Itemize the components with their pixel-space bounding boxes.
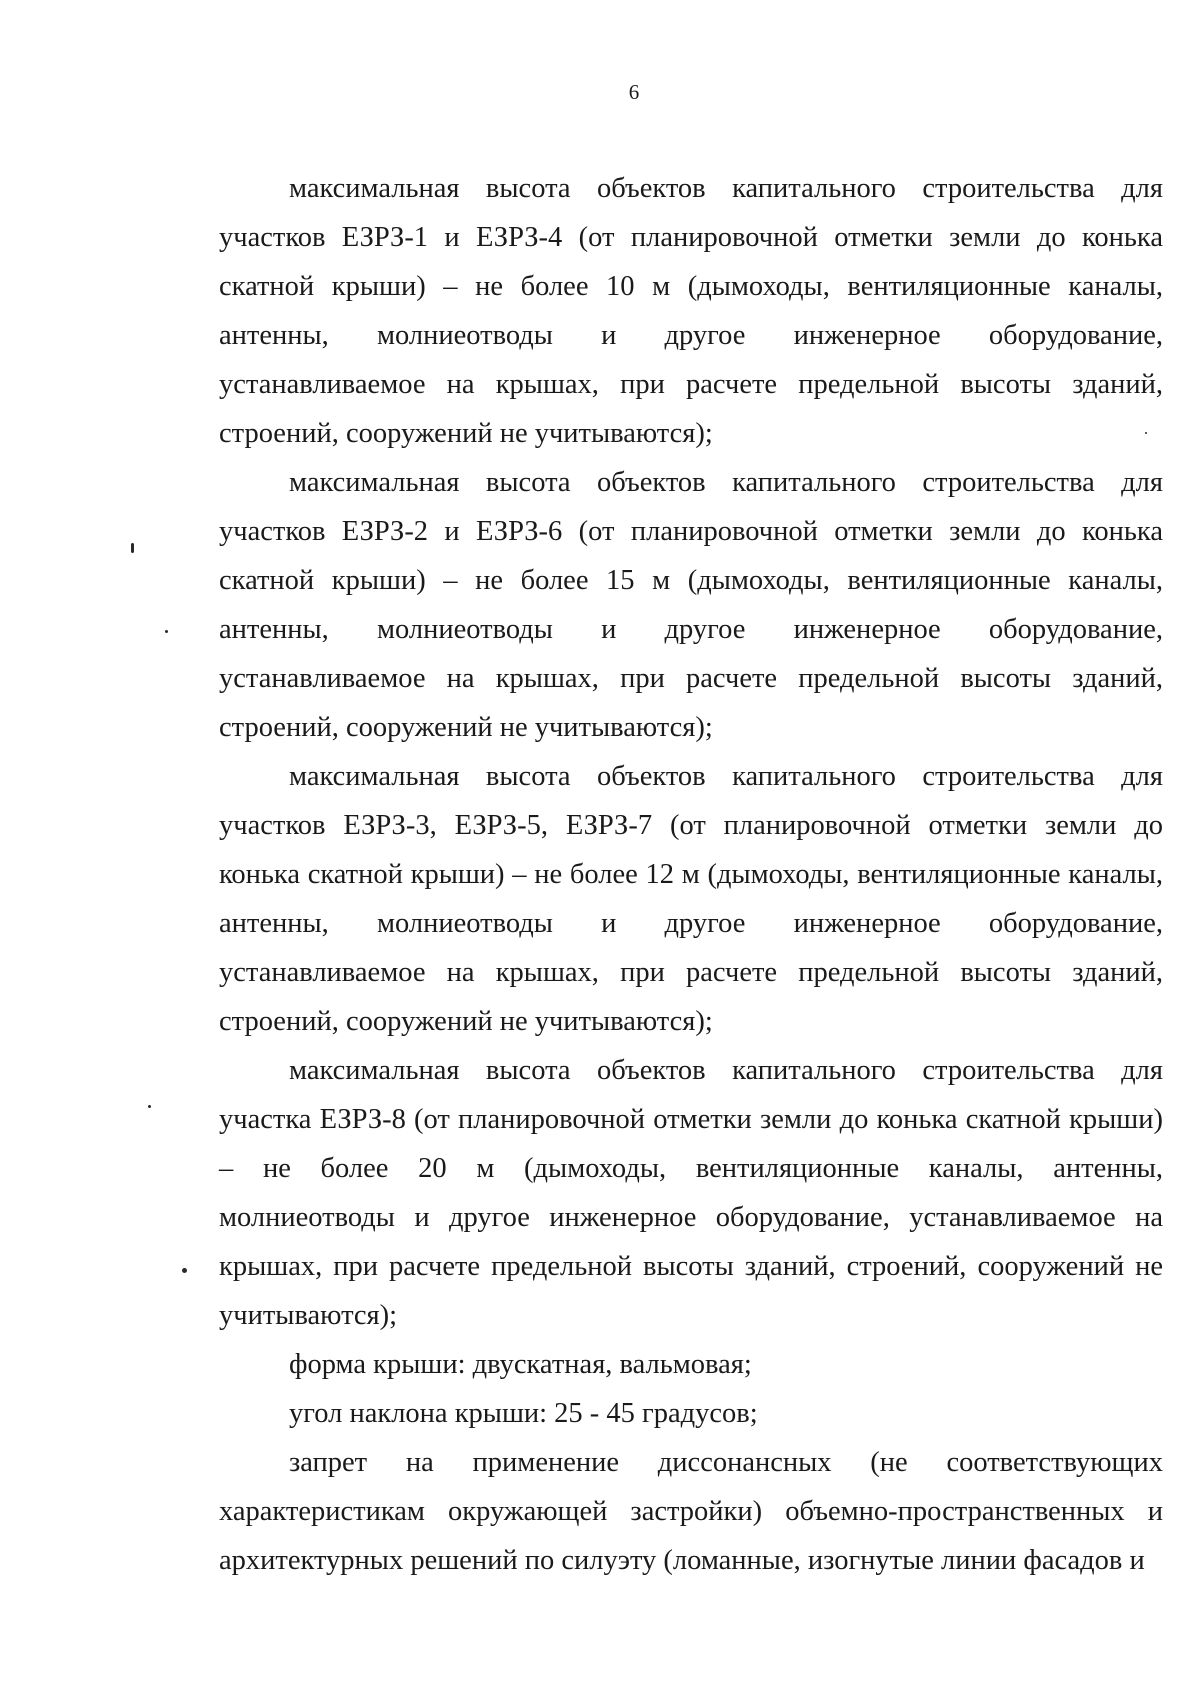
paragraph-roof-angle: угол наклона крыши: 25 - 45 градусов; [289, 1398, 758, 1429]
paragraph-height-limit-ezrz-1-4: максимальная высота объектов капитального строительства для участков ЕЗРЗ-1 и ЕЗРЗ-4 (от планировочной отметки земли до конька скатной крыши) – не более 10 м (дымоходы, вентиляционные каналы, антенны, молниеотводы и другое инженерное оборудование, устанавливаемое на крышах, при расчете предельной высоты зданий, строений, сооружений не учитываются); [219, 173, 1163, 449]
paragraph-dissonant-solutions-ban: запрет на применение диссонансных (не соответствующих характеристикам окружающей застройки) объемно-пространственных и архитектурных решений по силуэту (ломанные, изогнутые линии фасадов и [219, 1447, 1163, 1576]
document-body [219, 164, 1163, 1585]
page-number: 6 [628, 80, 640, 104]
paragraph-height-limit-ezrz-8: максимальная высота объектов капитального строительства для участка ЕЗРЗ-8 (от планировочной отметки земли до конька скатной крыши) – не более 20 м (дымоходы, вентиляционные каналы, антенны, молниеотводы и другое инженерное оборудование, устанавливаемое на крышах, при расчете предельной высоты зданий, строений, сооружений не учитываются); [219, 1055, 1163, 1331]
paragraph-height-limit-ezrz-3-5-7: максимальная высота объектов капитального строительства для участков ЕЗРЗ-3, ЕЗРЗ-5, ЕЗРЗ-7 (от планировочной отметки земли до конька скатной крыши) – не более 12 м (дымоходы, вентиляционные каналы, антенны, молниеотводы и другое инженерное оборудование, устанавливаемое на крышах, при расчете предельной высоты зданий, строений, сооружений не учитываются); [219, 761, 1163, 1037]
scan-speck [131, 543, 134, 553]
scan-speck [1145, 432, 1147, 434]
paragraph-height-limit-ezrz-2-6: максимальная высота объектов капитального строительства для участков ЕЗРЗ-2 и ЕЗРЗ-6 (от планировочной отметки земли до конька скатной крыши) – не более 15 м (дымоходы, вентиляционные каналы, антенны, молниеотводы и другое инженерное оборудование, устанавливаемое на крышах, при расчете предельной высоты зданий, строений, сооружений не учитываются); [219, 467, 1163, 743]
paragraph-roof-shape: форма крыши: двускатная, вальмовая; [289, 1349, 752, 1380]
scan-speck [182, 1268, 187, 1273]
scan-speck [148, 1105, 151, 1108]
scan-speck [165, 630, 168, 633]
